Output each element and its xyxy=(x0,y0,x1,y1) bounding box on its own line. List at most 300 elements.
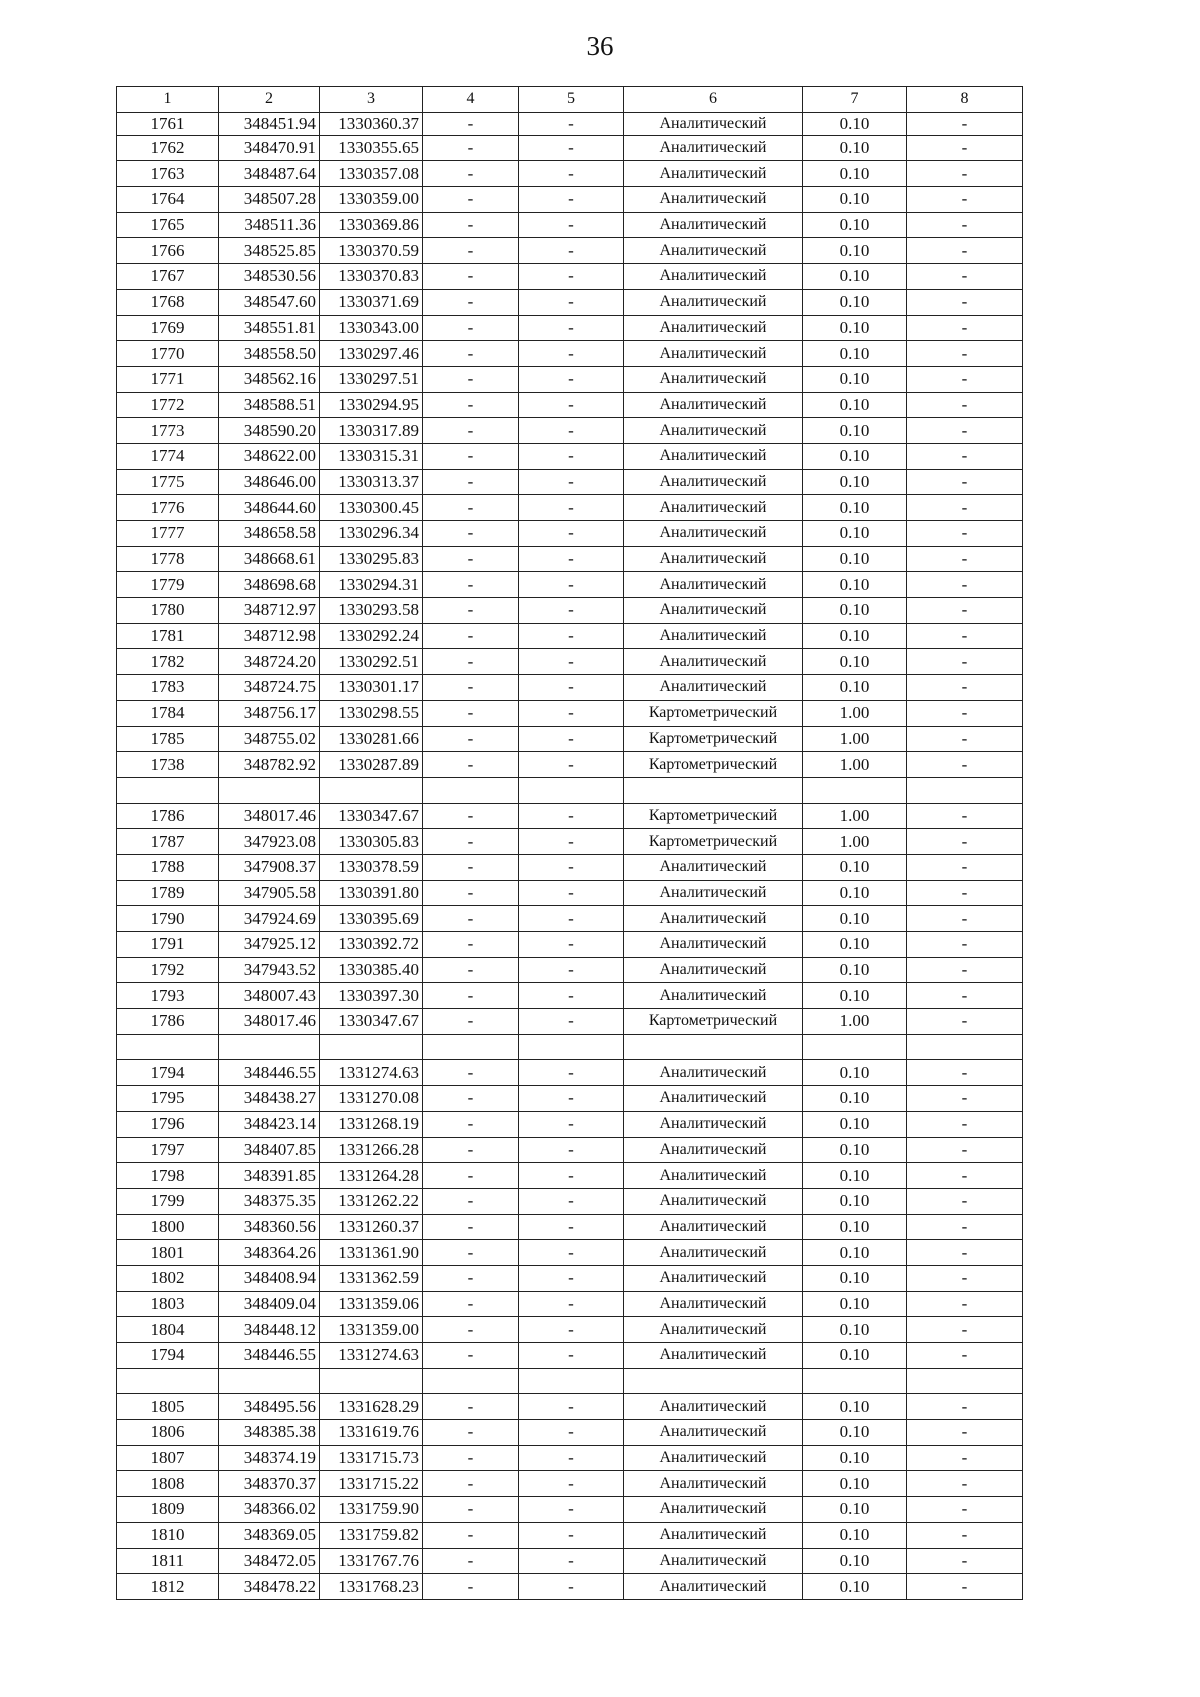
table-cell-col-6: Аналитический xyxy=(624,1188,803,1214)
table-cell-col-5: - xyxy=(519,112,624,135)
table-cell-col-8: - xyxy=(907,289,1023,315)
table-cell-col-7: 0.10 xyxy=(803,598,907,624)
table-cell-col-1: 1788 xyxy=(117,854,219,880)
table-cell-col-7: 0.10 xyxy=(803,238,907,264)
table-cell-col-2: 347923.08 xyxy=(219,829,320,855)
table-cell-col-8: - xyxy=(907,1548,1023,1574)
table-cell-col-3: 1330297.51 xyxy=(320,366,423,392)
table-cell-col-3: 1330395.69 xyxy=(320,906,423,932)
table-cell-col-8: - xyxy=(907,880,1023,906)
table-cell-col-4: - xyxy=(423,135,519,161)
table-cell-col-5 xyxy=(519,1034,624,1060)
table-row xyxy=(117,366,1023,392)
table-row xyxy=(117,315,1023,341)
column-header-6: 6 xyxy=(624,87,803,113)
table-cell-col-1: 1776 xyxy=(117,495,219,521)
table-cell-col-2: 348562.16 xyxy=(219,366,320,392)
table-cell-col-2: 348712.97 xyxy=(219,598,320,624)
table-cell-col-6: Аналитический xyxy=(624,392,803,418)
table-cell-col-6: Аналитический xyxy=(624,1445,803,1471)
table-cell-col-7: 0.10 xyxy=(803,264,907,290)
table-cell-col-4: - xyxy=(423,495,519,521)
table-cell-col-5: - xyxy=(519,1548,624,1574)
table-row xyxy=(117,777,1023,803)
table-cell-col-6: Аналитический xyxy=(624,1163,803,1189)
table-cell-col-8: - xyxy=(907,1445,1023,1471)
table-row xyxy=(117,1188,1023,1214)
table-cell-col-3: 1330281.66 xyxy=(320,726,423,752)
table-cell-col-7: 0.10 xyxy=(803,854,907,880)
table-cell-col-4: - xyxy=(423,1548,519,1574)
column-header-3: 3 xyxy=(320,87,423,113)
table-cell-col-6: Аналитический xyxy=(624,1343,803,1369)
table-cell-col-7: 0.10 xyxy=(803,1086,907,1112)
table-cell-col-3: 1330297.46 xyxy=(320,341,423,367)
table-cell-col-3: 1330392.72 xyxy=(320,932,423,958)
table-cell-col-3: 1330370.59 xyxy=(320,238,423,264)
table-cell-col-4: - xyxy=(423,315,519,341)
table-cell-col-3 xyxy=(320,1368,423,1394)
table-cell-col-3: 1331274.63 xyxy=(320,1060,423,1086)
table-cell-col-6: Аналитический xyxy=(624,521,803,547)
table-cell-col-6: Аналитический xyxy=(624,932,803,958)
table-cell-col-6: Аналитический xyxy=(624,469,803,495)
table-cell-col-8: - xyxy=(907,1240,1023,1266)
table-cell-col-4: - xyxy=(423,1445,519,1471)
table-cell-col-3: 1330300.45 xyxy=(320,495,423,521)
table-cell-col-4: - xyxy=(423,1060,519,1086)
table-cell-col-1: 1774 xyxy=(117,443,219,469)
table-cell-col-8: - xyxy=(907,1497,1023,1523)
table-cell-col-6 xyxy=(624,1034,803,1060)
table-cell-col-1: 1787 xyxy=(117,829,219,855)
table-cell-col-4: - xyxy=(423,1471,519,1497)
table-cell-col-4: - xyxy=(423,112,519,135)
table-cell-col-2: 348448.12 xyxy=(219,1317,320,1343)
column-header-4: 4 xyxy=(423,87,519,113)
table-cell-col-2: 348698.68 xyxy=(219,572,320,598)
table-row xyxy=(117,289,1023,315)
table-cell-col-5: - xyxy=(519,700,624,726)
table-cell-col-7: 0.10 xyxy=(803,289,907,315)
table-cell-col-4: - xyxy=(423,1111,519,1137)
table-cell-col-7: 0.10 xyxy=(803,1265,907,1291)
table-cell-col-5: - xyxy=(519,1574,624,1600)
table-cell-col-3: 1330296.34 xyxy=(320,521,423,547)
table-cell-col-7: 0.10 xyxy=(803,1060,907,1086)
table-cell-col-6: Аналитический xyxy=(624,1086,803,1112)
table-cell-col-5: - xyxy=(519,1497,624,1523)
table-cell-col-1: 1799 xyxy=(117,1188,219,1214)
table-cell-col-6: Аналитический xyxy=(624,649,803,675)
table-cell-col-1: 1790 xyxy=(117,906,219,932)
table-cell-col-1: 1811 xyxy=(117,1548,219,1574)
table-cell-col-7: 1.00 xyxy=(803,726,907,752)
table-cell-col-3: 1331264.28 xyxy=(320,1163,423,1189)
table-cell-col-7: 1.00 xyxy=(803,803,907,829)
column-header-2: 2 xyxy=(219,87,320,113)
table-row xyxy=(117,495,1023,521)
table-cell-col-4: - xyxy=(423,983,519,1009)
table-cell-col-6: Картометрический xyxy=(624,829,803,855)
table-cell-col-1: 1798 xyxy=(117,1163,219,1189)
table-cell-col-5: - xyxy=(519,649,624,675)
table-cell-col-3: 1331628.29 xyxy=(320,1394,423,1420)
table-cell-col-7: 0.10 xyxy=(803,1420,907,1446)
table-cell-col-5: - xyxy=(519,1163,624,1189)
table-cell-col-8: - xyxy=(907,264,1023,290)
table-cell-col-2: 348756.17 xyxy=(219,700,320,726)
table-cell-col-5: - xyxy=(519,752,624,778)
table-cell-col-5 xyxy=(519,1368,624,1394)
table-cell-col-7: 0.10 xyxy=(803,418,907,444)
table-cell-col-6: Аналитический xyxy=(624,495,803,521)
table-cell-col-1: 1794 xyxy=(117,1060,219,1086)
table-cell-col-2: 348724.20 xyxy=(219,649,320,675)
table-cell-col-5: - xyxy=(519,1317,624,1343)
table-cell-col-1: 1804 xyxy=(117,1317,219,1343)
table-cell-col-8: - xyxy=(907,1163,1023,1189)
table-cell-col-4: - xyxy=(423,675,519,701)
column-header-7: 7 xyxy=(803,87,907,113)
table-cell-col-3: 1330315.31 xyxy=(320,443,423,469)
table-cell-col-7: 0.10 xyxy=(803,187,907,213)
page-number: 36 xyxy=(586,31,614,61)
table-cell-col-2: 348375.35 xyxy=(219,1188,320,1214)
table-row xyxy=(117,1574,1023,1600)
table-cell-col-4: - xyxy=(423,1009,519,1035)
table-row xyxy=(117,521,1023,547)
table-cell-col-2: 348360.56 xyxy=(219,1214,320,1240)
table-cell-col-7: 0.10 xyxy=(803,649,907,675)
table-row xyxy=(117,1343,1023,1369)
table-cell-col-7: 1.00 xyxy=(803,700,907,726)
table-row xyxy=(117,264,1023,290)
table-cell-col-8: - xyxy=(907,906,1023,932)
table-cell-col-5: - xyxy=(519,161,624,187)
table-cell-col-6: Аналитический xyxy=(624,1214,803,1240)
table-cell-col-7: 0.10 xyxy=(803,906,907,932)
table-cell-col-7: 0.10 xyxy=(803,315,907,341)
table-cell-col-2: 348374.19 xyxy=(219,1445,320,1471)
column-header-8: 8 xyxy=(907,87,1023,113)
table-row xyxy=(117,829,1023,855)
table-cell-col-7: 1.00 xyxy=(803,752,907,778)
table-cell-col-4: - xyxy=(423,521,519,547)
table-cell-col-7: 0.10 xyxy=(803,1163,907,1189)
table-row xyxy=(117,649,1023,675)
table-cell-col-1: 1812 xyxy=(117,1574,219,1600)
table-cell-col-5: - xyxy=(519,1522,624,1548)
table-cell-col-4: - xyxy=(423,1214,519,1240)
table-cell-col-3: 1331359.06 xyxy=(320,1291,423,1317)
table-cell-col-6: Аналитический xyxy=(624,187,803,213)
table-cell-col-1: 1763 xyxy=(117,161,219,187)
table-cell-col-3: 1331266.28 xyxy=(320,1137,423,1163)
table-cell-col-1: 1769 xyxy=(117,315,219,341)
table-cell-col-8: - xyxy=(907,1420,1023,1446)
table-cell-col-2: 348366.02 xyxy=(219,1497,320,1523)
table-cell-col-7: 0.10 xyxy=(803,572,907,598)
table-body xyxy=(117,112,1023,1599)
table-row xyxy=(117,803,1023,829)
table-cell-col-2: 348017.46 xyxy=(219,803,320,829)
table-cell-col-4: - xyxy=(423,1497,519,1523)
table-cell-col-2: 348385.38 xyxy=(219,1420,320,1446)
table-cell-col-2: 348646.00 xyxy=(219,469,320,495)
table-row xyxy=(117,341,1023,367)
table-cell-col-3: 1330293.58 xyxy=(320,598,423,624)
table-cell-col-5: - xyxy=(519,469,624,495)
table-cell-col-6: Картометрический xyxy=(624,752,803,778)
table-cell-col-3: 1331260.37 xyxy=(320,1214,423,1240)
table-cell-col-2: 348712.98 xyxy=(219,623,320,649)
table-cell-col-4: - xyxy=(423,1420,519,1446)
table-cell-col-7: 0.10 xyxy=(803,932,907,958)
table-cell-col-1: 1808 xyxy=(117,1471,219,1497)
table-cell-col-8: - xyxy=(907,1086,1023,1112)
table-cell-col-5: - xyxy=(519,598,624,624)
table-cell-col-8: - xyxy=(907,443,1023,469)
table-cell-col-1: 1802 xyxy=(117,1265,219,1291)
table-cell-col-6: Картометрический xyxy=(624,700,803,726)
table-cell-col-8: - xyxy=(907,1111,1023,1137)
table-cell-col-1: 1764 xyxy=(117,187,219,213)
table-cell-col-3: 1330371.69 xyxy=(320,289,423,315)
table-cell-col-4: - xyxy=(423,1522,519,1548)
table-cell-col-7: 1.00 xyxy=(803,1009,907,1035)
table-cell-col-6: Аналитический xyxy=(624,623,803,649)
table-row xyxy=(117,598,1023,624)
table-cell-col-8: - xyxy=(907,1137,1023,1163)
table-row xyxy=(117,1445,1023,1471)
table-cell-col-8: - xyxy=(907,238,1023,264)
table-row xyxy=(117,161,1023,187)
table-cell-col-3: 1331715.22 xyxy=(320,1471,423,1497)
table-cell-col-5: - xyxy=(519,957,624,983)
table-row xyxy=(117,1060,1023,1086)
table-cell-col-8: - xyxy=(907,829,1023,855)
table-cell-col-4: - xyxy=(423,829,519,855)
table-cell-col-1: 1771 xyxy=(117,366,219,392)
table-row xyxy=(117,443,1023,469)
table-cell-col-1: 1777 xyxy=(117,521,219,547)
table-cell-col-3: 1330292.24 xyxy=(320,623,423,649)
table-row xyxy=(117,726,1023,752)
table-cell-col-1: 1775 xyxy=(117,469,219,495)
table-row xyxy=(117,957,1023,983)
table-cell-col-2: 348446.55 xyxy=(219,1060,320,1086)
table-cell-col-7: 1.00 xyxy=(803,829,907,855)
table-cell-col-3: 1330347.67 xyxy=(320,803,423,829)
table-cell-col-2: 348017.46 xyxy=(219,1009,320,1035)
table-cell-col-2: 348558.50 xyxy=(219,341,320,367)
table-cell-col-2: 348478.22 xyxy=(219,1574,320,1600)
table-cell-col-5: - xyxy=(519,572,624,598)
table-cell-col-3: 1330301.17 xyxy=(320,675,423,701)
table-cell-col-6: Аналитический xyxy=(624,161,803,187)
table-cell-col-2: 348438.27 xyxy=(219,1086,320,1112)
table-cell-col-1: 1794 xyxy=(117,1343,219,1369)
table-cell-col-1: 1797 xyxy=(117,1137,219,1163)
table-row xyxy=(117,392,1023,418)
table-cell-col-4: - xyxy=(423,572,519,598)
table-cell-col-5: - xyxy=(519,829,624,855)
table-cell-col-3: 1330359.00 xyxy=(320,187,423,213)
table-cell-col-2: 347943.52 xyxy=(219,957,320,983)
table-cell-col-6: Аналитический xyxy=(624,1137,803,1163)
table-cell-col-5: - xyxy=(519,1265,624,1291)
table-cell-col-7 xyxy=(803,777,907,803)
table-cell-col-2: 348423.14 xyxy=(219,1111,320,1137)
table-cell-col-7: 0.10 xyxy=(803,675,907,701)
table-cell-col-1: 1761 xyxy=(117,112,219,135)
table-cell-col-4: - xyxy=(423,1574,519,1600)
table-cell-col-5 xyxy=(519,777,624,803)
table-cell-col-6: Аналитический xyxy=(624,1060,803,1086)
table-cell-col-2: 348547.60 xyxy=(219,289,320,315)
table-cell-col-6: Аналитический xyxy=(624,238,803,264)
table-row xyxy=(117,854,1023,880)
table-cell-col-3: 1330378.59 xyxy=(320,854,423,880)
table-cell-col-4: - xyxy=(423,212,519,238)
table-row xyxy=(117,1214,1023,1240)
table-row xyxy=(117,112,1023,135)
table-cell-col-4: - xyxy=(423,1240,519,1266)
table-cell-col-3: 1331359.00 xyxy=(320,1317,423,1343)
table-cell-col-5: - xyxy=(519,212,624,238)
table-cell-col-7: 0.10 xyxy=(803,623,907,649)
table-cell-col-1: 1772 xyxy=(117,392,219,418)
table-cell-col-5: - xyxy=(519,1111,624,1137)
table-cell-col-3: 1331759.82 xyxy=(320,1522,423,1548)
table-cell-col-6: Аналитический xyxy=(624,1548,803,1574)
table-cell-col-3: 1331759.90 xyxy=(320,1497,423,1523)
table-cell-col-3: 1331262.22 xyxy=(320,1188,423,1214)
table-cell-col-4: - xyxy=(423,1394,519,1420)
table-cell-col-6: Аналитический xyxy=(624,1317,803,1343)
table-cell-col-4: - xyxy=(423,1317,519,1343)
table-cell-col-2: 348507.28 xyxy=(219,187,320,213)
table-cell-col-4: - xyxy=(423,880,519,906)
table-cell-col-3: 1331767.76 xyxy=(320,1548,423,1574)
table-cell-col-1: 1809 xyxy=(117,1497,219,1523)
table-cell-col-3: 1330343.00 xyxy=(320,315,423,341)
table-cell-col-5: - xyxy=(519,135,624,161)
table-row xyxy=(117,1394,1023,1420)
table-cell-col-1: 1791 xyxy=(117,932,219,958)
table-cell-col-7 xyxy=(803,1034,907,1060)
table-cell-col-5: - xyxy=(519,1240,624,1266)
table-cell-col-1: 1778 xyxy=(117,546,219,572)
table-row xyxy=(117,1265,1023,1291)
table-cell-col-1: 1786 xyxy=(117,803,219,829)
table-cell-col-6: Аналитический xyxy=(624,572,803,598)
table-cell-col-6: Картометрический xyxy=(624,803,803,829)
table-cell-col-5: - xyxy=(519,418,624,444)
table-cell-col-5: - xyxy=(519,392,624,418)
table-cell-col-2: 348364.26 xyxy=(219,1240,320,1266)
table-cell-col-1: 1789 xyxy=(117,880,219,906)
table-cell-col-5: - xyxy=(519,1188,624,1214)
table-row xyxy=(117,1291,1023,1317)
table-cell-col-5: - xyxy=(519,1060,624,1086)
table-cell-col-2: 348724.75 xyxy=(219,675,320,701)
table-cell-col-2: 348495.56 xyxy=(219,1394,320,1420)
table-cell-col-6 xyxy=(624,777,803,803)
table-cell-col-7 xyxy=(803,1368,907,1394)
table-cell-col-6: Аналитический xyxy=(624,1265,803,1291)
table-cell-col-1: 1803 xyxy=(117,1291,219,1317)
table-cell-col-8: - xyxy=(907,341,1023,367)
table-cell-col-8: - xyxy=(907,752,1023,778)
table-row xyxy=(117,418,1023,444)
table-cell-col-4: - xyxy=(423,726,519,752)
table-row xyxy=(117,1086,1023,1112)
table-header xyxy=(117,87,1023,113)
table-cell-col-7: 0.10 xyxy=(803,1574,907,1600)
table-cell-col-4: - xyxy=(423,392,519,418)
table-cell-col-1: 1792 xyxy=(117,957,219,983)
table-cell-col-5: - xyxy=(519,803,624,829)
table-row xyxy=(117,572,1023,598)
table-cell-col-7: 0.10 xyxy=(803,1471,907,1497)
table-cell-col-8: - xyxy=(907,598,1023,624)
table-cell-col-1 xyxy=(117,1368,219,1394)
table-cell-col-3: 1330287.89 xyxy=(320,752,423,778)
table-cell-col-7: 0.10 xyxy=(803,469,907,495)
table-cell-col-8: - xyxy=(907,649,1023,675)
table-cell-col-4: - xyxy=(423,1265,519,1291)
table-cell-col-2: 347908.37 xyxy=(219,854,320,880)
table-cell-col-3: 1330347.67 xyxy=(320,1009,423,1035)
table-cell-col-5: - xyxy=(519,675,624,701)
table-cell-col-3: 1330385.40 xyxy=(320,957,423,983)
table-cell-col-3: 1330313.37 xyxy=(320,469,423,495)
table-cell-col-4: - xyxy=(423,443,519,469)
table-cell-col-8 xyxy=(907,1368,1023,1394)
table-cell-col-7: 0.10 xyxy=(803,1240,907,1266)
table-cell-col-7: 0.10 xyxy=(803,495,907,521)
table-cell-col-6: Аналитический xyxy=(624,418,803,444)
table-row xyxy=(117,546,1023,572)
table-cell-col-6: Аналитический xyxy=(624,1394,803,1420)
table-row xyxy=(117,1317,1023,1343)
table-cell-col-6: Аналитический xyxy=(624,546,803,572)
table-cell-col-5: - xyxy=(519,315,624,341)
table-cell-col-4: - xyxy=(423,932,519,958)
table-cell-col-5: - xyxy=(519,1137,624,1163)
table-row xyxy=(117,187,1023,213)
table-cell-col-2: 348369.05 xyxy=(219,1522,320,1548)
table-cell-col-2: 348511.36 xyxy=(219,212,320,238)
table-cell-col-6: Аналитический xyxy=(624,1574,803,1600)
table-cell-col-7: 0.10 xyxy=(803,366,907,392)
table-cell-col-4: - xyxy=(423,623,519,649)
table-cell-col-6: Аналитический xyxy=(624,212,803,238)
table-row xyxy=(117,1111,1023,1137)
table-cell-col-2: 348590.20 xyxy=(219,418,320,444)
table-cell-col-4: - xyxy=(423,469,519,495)
table-cell-col-8: - xyxy=(907,366,1023,392)
table-cell-col-4: - xyxy=(423,187,519,213)
table-cell-col-3 xyxy=(320,777,423,803)
table-row xyxy=(117,1471,1023,1497)
table-cell-col-1: 1765 xyxy=(117,212,219,238)
table-cell-col-1 xyxy=(117,1034,219,1060)
table-cell-col-8: - xyxy=(907,1009,1023,1035)
table-cell-col-3: 1330357.08 xyxy=(320,161,423,187)
